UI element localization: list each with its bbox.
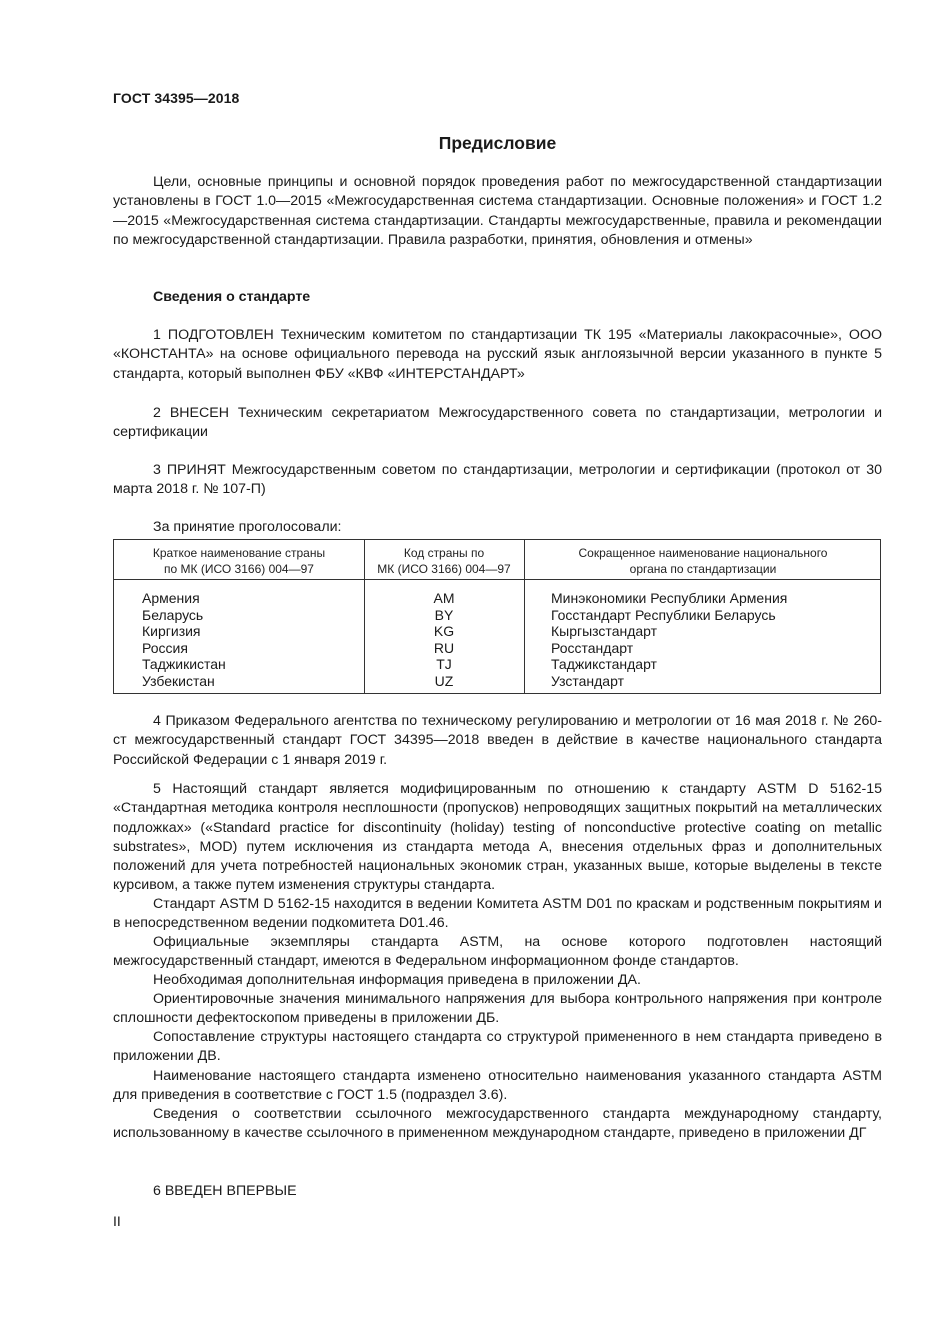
table-cell-code: RU [433, 639, 455, 656]
column-countries [142, 590, 226, 690]
table-cell-code: KG [433, 623, 455, 640]
paragraph-item-5-astm: Стандарт ASTM D 5162-15 находится в ведении Комитета ASTM D01 по краскам и родственным покрытиям и в непосредственном ведении подкомитета D01.46. [113, 896, 882, 932]
table-cell-country: Таджикистан [142, 656, 226, 673]
table-cell-body: Кыргызстандарт [551, 623, 658, 640]
table-cell-code: TJ [436, 656, 452, 673]
paragraph-item-5: 5 Настоящий стандарт является модифицированным по отношению к стандарту ASTM D 5162-15 «Стандартная методика контроля несплошности (пропусков) непроводящих защитных покрытий на металлических подложках» («Standard practice for discontinuity (holiday) testing of nonconductive protective coating on metallic substrates», MOD) путем исключения из стандарта метода А, внесения отдельных фраз и дополнительных положений для учета потребностей национальных экономик стран, указанных выше, которые выделены в тексте курсивом, а также путем изменения структуры стандарта. [113, 781, 882, 894]
header-code: Код страны по МК (ИСО 3166) 004—97 [377, 546, 511, 576]
column-bodies [551, 590, 787, 690]
document-header: ГОСТ 34395—2018 [113, 90, 240, 106]
header-body: Сокращенное наименование национального органа по стандартизации [578, 546, 828, 576]
paragraph-item-5-annex-dv: Сопоставление структуры настоящего стандарта со структурой примененного в нем стандарта приведено в приложении ДВ. [113, 1029, 882, 1065]
paragraph-item-5-name: Наименование настоящего стандарта изменено относительно наименования указанного стандарта ASTM для приведения в соответствие с ГОСТ 1.5 (подраздел 3.6). [113, 1068, 882, 1104]
table-cell-body: Минэкономики Республики Армения [551, 590, 788, 606]
table-cell-body: Госстандарт Республики Беларусь [551, 606, 776, 623]
header-country: Краткое наименование страны по МК (ИСО 3166) 004—97 [152, 546, 326, 576]
intro-paragraph: Цели, основные принципы и основной порядок проведения работ по межгосударственной стандартизации установлены в ГОСТ 1.0—2015 «Межгосударственная система стандартизации. Основные положения» и ГОСТ 1.2—2015 «Межгосударственная система стандартизации. Стандарты межгосударственные, правила и рекомендации по межгосударственной стандартизации. Правила разработки, принятия, обновления и отмены» [113, 174, 882, 248]
table-cell-body: Таджикстандарт [551, 656, 657, 673]
paragraph-item-5-annex-dg: Сведения о соответствии ссылочного межгосударственного стандарта международному стандарту, использованному в качестве ссылочного в примененном международном стандарте, приведено в приложении ДГ [113, 1106, 882, 1142]
paragraph-item-1: 1 ПОДГОТОВЛЕН Техническим комитетом по стандартизации ТК 195 «Материалы лакокрасочные», ООО «КОНСТАНТА» на основе официального перевода на русский язык англоязычной версии указанного в пункте 5 стандарта, который выполнен ФБУ «КВФ «ИНТЕРСТАНДАРТ» [113, 327, 882, 382]
page-title: Предисловие [438, 133, 557, 153]
page-number: II [113, 1213, 121, 1229]
paragraph-item-5-annex-da: Необходимая дополнительная информация приведена в приложении ДА. [153, 972, 641, 988]
table-cell-code: UZ [434, 672, 454, 689]
column-codes [364, 590, 524, 690]
table-cell-code: AM [433, 590, 455, 606]
table-cell-body: Росстандарт [551, 639, 634, 656]
table-cell-country: Киргизия [142, 623, 201, 640]
vote-label: За принятие проголосовали: [153, 519, 342, 535]
table-cell-country: Беларусь [142, 606, 204, 623]
table-cell-code: BY [434, 606, 454, 623]
table-cell-country: Россия [142, 639, 188, 656]
paragraph-item-2: 2 ВНЕСЕН Техническим секретариатом Межгосударственного совета по стандартизации, метрологии и сертификации [113, 405, 882, 441]
table-cell-country: Армения [142, 590, 200, 606]
table-cell-country: Узбекистан [142, 672, 215, 689]
paragraph-item-5-official: Официальные экземпляры стандарта ASTM, на основе которого подготовлен настоящий межгосударственный стандарт, имеются в Федеральном информационном фонде стандартов. [113, 934, 882, 970]
table-cell-body: Узстандарт [551, 672, 624, 689]
paragraph-item-4: 4 Приказом Федерального агентства по техническому регулированию и метрологии от 16 мая 2018 г. № 260-ст межгосударственный стандарт ГОСТ 34395—2018 введен в действие в качестве национального стандарта Российской Федерации с 1 января 2019 г. [113, 713, 882, 768]
voting-table [113, 539, 881, 694]
paragraph-item-6: 6 ВВЕДЕН ВПЕРВЫЕ [153, 1183, 297, 1199]
paragraph-item-5-annex-db: Ориентировочные значения минимального напряжения для выбора контрольного напряжения при контроле сплошности дефектоскопом приведены в приложении ДБ. [113, 991, 882, 1027]
paragraph-item-3: 3 ПРИНЯТ Межгосударственным советом по стандартизации, метрологии и сертификации (протокол от 30 марта 2018 г. № 107-П) [113, 462, 882, 498]
section-heading-standard-info: Сведения о стандарте [153, 289, 311, 305]
